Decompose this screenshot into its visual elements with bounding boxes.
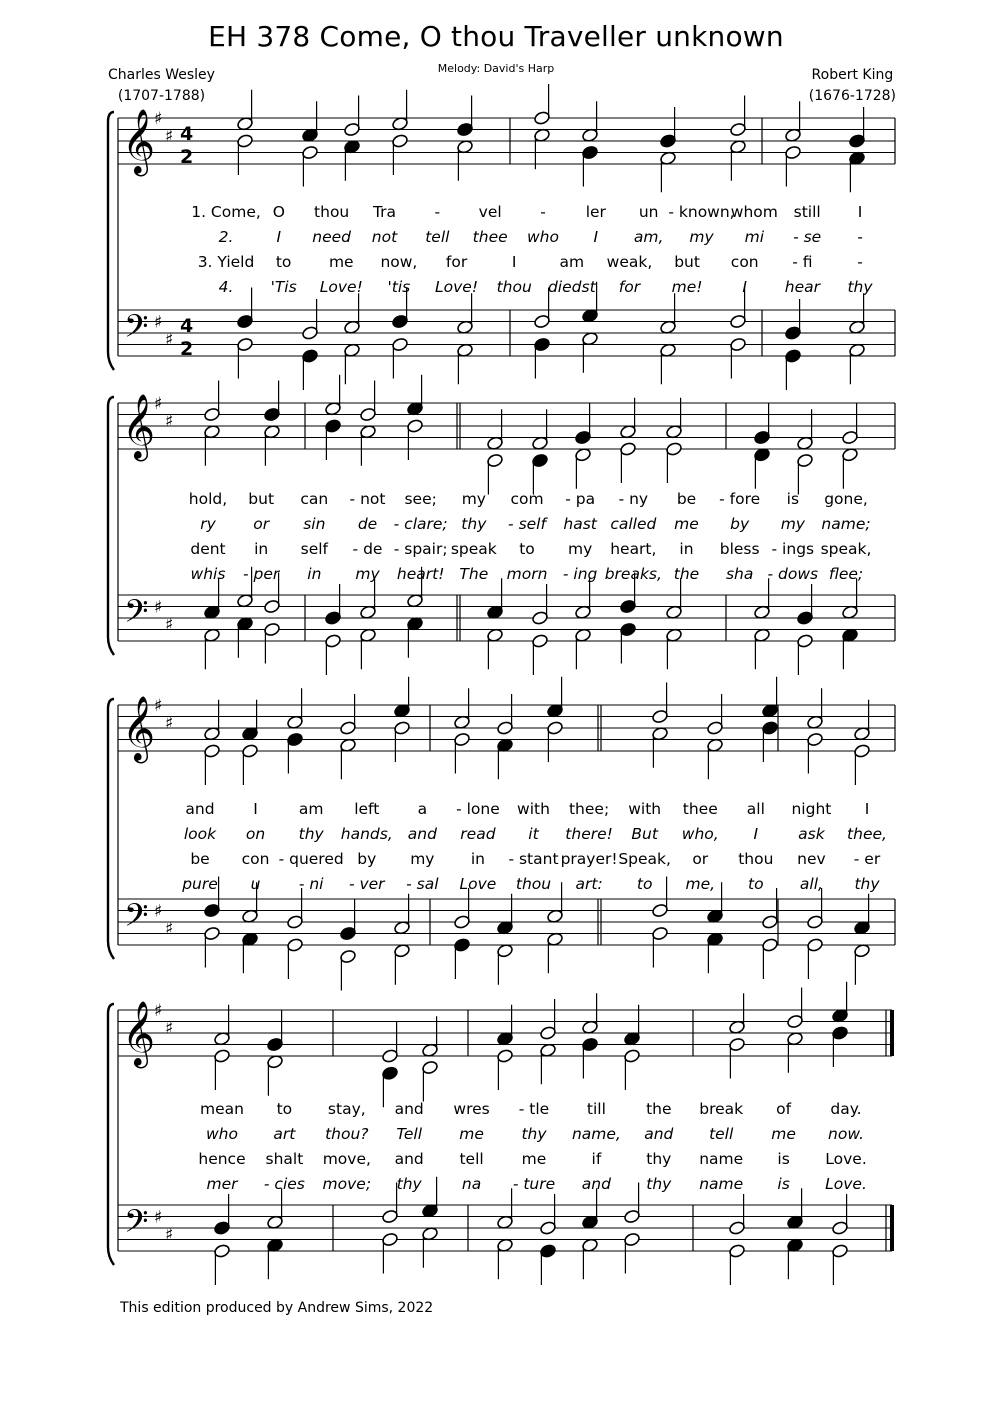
lyric-syllable: it xyxy=(528,825,539,843)
system-1-verse-2 xyxy=(0,228,992,248)
lyric-syllable: O xyxy=(272,203,285,221)
lyric-syllable: thou xyxy=(496,278,532,296)
lyric-syllable: stay, xyxy=(327,1100,366,1118)
lyric-syllable: na xyxy=(461,1175,482,1193)
system-4-bass-sharp-icon: ♯ xyxy=(165,1224,174,1245)
lyric-syllable: and xyxy=(581,1175,611,1193)
lyric-syllable: still xyxy=(793,203,821,221)
system-3-bass-clef-icon: 𝄢 xyxy=(124,897,149,941)
lyric-syllable: tell xyxy=(459,1150,484,1168)
lyric-syllable: - not xyxy=(349,490,386,508)
lyric-syllable: mean xyxy=(200,1100,244,1118)
lyric-syllable: called xyxy=(610,515,657,533)
lyric-syllable: dent xyxy=(190,540,226,558)
lyric-syllable: but xyxy=(248,490,275,508)
composer-name: Robert King xyxy=(811,67,894,83)
lyric-syllable: - sal xyxy=(406,875,439,893)
lyric-syllable: Love. xyxy=(825,1175,867,1193)
lyric-syllable: - cies xyxy=(263,1175,305,1193)
lyric-syllable: u xyxy=(250,875,261,893)
lyric-syllable: - fi xyxy=(792,253,813,271)
lyric-syllable: thee; xyxy=(568,800,610,818)
lyric-syllable: can xyxy=(300,490,329,508)
lyric-syllable: mer xyxy=(206,1175,238,1193)
lyric-syllable: - ing xyxy=(562,565,598,583)
lyric-syllable: com xyxy=(510,490,544,508)
lyric-syllable: I xyxy=(276,228,282,246)
lyric-syllable: - ny xyxy=(618,490,649,508)
lyric-syllable: my xyxy=(461,490,486,508)
lyric-syllable: thy xyxy=(396,1175,422,1193)
lyric-syllable: see; xyxy=(404,490,437,508)
lyric-syllable: or xyxy=(253,515,270,533)
lyric-syllable: Love! xyxy=(435,278,479,296)
lyric-syllable: ler xyxy=(585,203,606,221)
system-1-verse-1 xyxy=(0,203,992,223)
lyric-syllable: me xyxy=(328,253,354,271)
lyric-syllable: name xyxy=(699,1175,744,1193)
lyric-syllable: but xyxy=(674,253,700,271)
lyric-syllable: a xyxy=(417,800,428,818)
lyric-syllable: un xyxy=(638,203,659,221)
lyric-syllable: there! xyxy=(565,825,613,843)
system-2-treble-sharp-icon: ♯ xyxy=(165,411,174,432)
lyric-syllable: to xyxy=(275,253,292,271)
system-3-verse-2 xyxy=(0,825,992,845)
melody-name: Melody: David's Harp xyxy=(437,62,555,75)
lyric-syllable: Love xyxy=(459,875,497,893)
system-4-verse-3 xyxy=(0,1150,992,1170)
lyric-syllable: name; xyxy=(821,515,871,533)
author-name: Charles Wesley xyxy=(108,67,215,83)
lyric-syllable: heart, xyxy=(610,540,657,558)
lyric-syllable: art: xyxy=(575,875,603,893)
lyric-syllable: till xyxy=(586,1100,606,1118)
system-3-treble-sharp-icon: ♯ xyxy=(165,713,174,734)
system-2-treble-clef-icon: 𝄞 xyxy=(122,394,156,459)
system-1-bass-clef-icon: 𝄢 xyxy=(124,308,149,352)
lyric-syllable: by xyxy=(730,515,750,533)
system-2-verse-2 xyxy=(0,515,992,535)
lyric-syllable: 'tis xyxy=(387,278,411,296)
lyric-syllable: read xyxy=(460,825,496,843)
lyric-syllable: sin xyxy=(303,515,326,533)
lyric-syllable: prayer! xyxy=(560,850,618,868)
lyric-syllable: - tle xyxy=(518,1100,550,1118)
lyric-syllable: thou xyxy=(738,850,774,868)
lyric-syllable: heart! xyxy=(396,565,445,583)
system-1-treble-clef-icon: 𝄞 xyxy=(122,109,156,174)
lyric-syllable: or xyxy=(692,850,709,868)
treble-time-signature-top: 4 xyxy=(180,123,194,145)
lyric-syllable: name, xyxy=(571,1125,621,1143)
lyric-syllable: hear xyxy=(784,278,820,296)
lyric-syllable: now, xyxy=(380,253,418,271)
lyric-syllable: look xyxy=(183,825,217,843)
lyric-syllable: - stant xyxy=(508,850,559,868)
lyric-syllable: hands, xyxy=(340,825,393,843)
lyric-syllable: - ni xyxy=(298,875,324,893)
lyric-syllable: all xyxy=(746,800,765,818)
lyric-syllable: with xyxy=(628,800,662,818)
system-1-verse-4 xyxy=(0,278,992,298)
lyric-syllable: and xyxy=(394,1150,424,1168)
system-1-treble-sharp-icon: ♯ xyxy=(165,126,174,147)
lyric-syllable: night xyxy=(791,800,832,818)
lyric-syllable: ask xyxy=(798,825,825,843)
lyric-syllable: thou? xyxy=(325,1125,369,1143)
lyric-syllable: am, xyxy=(633,228,664,246)
lyric-syllable: 1. Come, xyxy=(191,203,261,221)
lyric-syllable: thee, xyxy=(847,825,887,843)
lyric-syllable: The xyxy=(459,565,489,583)
lyric-syllable: who, xyxy=(681,825,719,843)
lyric-syllable: 3. Yield xyxy=(197,253,255,271)
lyric-syllable: breaks, xyxy=(604,565,662,583)
lyric-syllable: thy xyxy=(847,278,873,296)
lyric-syllable: - dows xyxy=(767,565,819,583)
lyric-syllable: vel xyxy=(478,203,502,221)
lyric-syllable: move; xyxy=(322,1175,372,1193)
lyric-syllable: But xyxy=(631,825,658,843)
lyric-syllable: whis xyxy=(190,565,226,583)
lyric-syllable: Love. xyxy=(825,1150,867,1168)
lyric-syllable: hence xyxy=(198,1150,246,1168)
lyric-syllable: thy xyxy=(646,1175,672,1193)
system-3-bass-sharp-icon: ♯ xyxy=(165,918,174,939)
lyric-syllable: I xyxy=(753,825,759,843)
lyric-syllable: name xyxy=(699,1150,744,1168)
lyric-syllable: - ings xyxy=(771,540,815,558)
lyric-syllable: - pa xyxy=(565,490,596,508)
bass-time-signature-bottom: 2 xyxy=(180,338,194,360)
composer-dates: (1676-1728) xyxy=(808,88,896,104)
lyric-syllable: 2. xyxy=(218,228,234,246)
lyric-syllable: - spair; xyxy=(393,540,448,558)
lyric-syllable: thy xyxy=(298,825,324,843)
lyric-syllable: who xyxy=(206,1125,238,1143)
author-dates: (1707-1788) xyxy=(117,88,206,104)
lyric-syllable: - xyxy=(540,203,546,221)
lyric-syllable: bless xyxy=(719,540,760,558)
lyric-syllable: me xyxy=(521,1150,547,1168)
lyric-syllable: diedst xyxy=(547,278,596,296)
lyric-syllable: on xyxy=(245,825,266,843)
system-4-verse-2 xyxy=(0,1125,992,1145)
lyric-syllable: - fore xyxy=(719,490,761,508)
lyric-syllable: thou xyxy=(515,875,552,893)
lyric-syllable: flee; xyxy=(828,565,864,583)
lyric-syllable: is xyxy=(777,1175,790,1193)
lyric-syllable: to xyxy=(276,1100,293,1118)
lyric-syllable: morn xyxy=(506,565,548,583)
lyric-syllable: Speak, xyxy=(618,850,671,868)
system-2-verse-4 xyxy=(0,565,992,585)
lyric-syllable: - de xyxy=(352,540,383,558)
lyric-syllable: I xyxy=(253,800,258,818)
lyric-syllable: and xyxy=(185,800,215,818)
lyric-syllable: break xyxy=(699,1100,744,1118)
system-1-treble-sharp-icon: ♯ xyxy=(154,109,163,129)
edition-credit: This edition produced by Andrew Sims, 2022 xyxy=(120,1300,434,1316)
lyric-syllable: speak, xyxy=(820,540,872,558)
lyric-syllable: and xyxy=(644,1125,674,1143)
lyric-syllable: me! xyxy=(671,278,703,296)
lyric-syllable: I xyxy=(864,800,870,818)
lyric-syllable: shalt xyxy=(265,1150,304,1168)
lyric-syllable: I xyxy=(593,228,599,246)
lyric-syllable: in xyxy=(470,850,485,868)
lyric-syllable: thy xyxy=(461,515,487,533)
treble-time-signature-bottom: 2 xyxy=(180,146,194,168)
system-4-bass-sharp-icon: ♯ xyxy=(154,1207,163,1228)
lyric-syllable: am xyxy=(559,253,585,271)
lyric-syllable: need xyxy=(312,228,352,246)
lyric-syllable: day. xyxy=(830,1100,862,1118)
lyric-syllable: hold, xyxy=(188,490,228,508)
lyric-syllable: self xyxy=(300,540,329,558)
lyric-syllable: to xyxy=(748,875,764,893)
system-4-treble-sharp-icon: ♯ xyxy=(154,1001,163,1021)
lyric-syllable: I xyxy=(511,253,517,271)
lyric-syllable: by xyxy=(357,850,377,868)
lyric-syllable: thou xyxy=(314,203,350,221)
system-3-verse-1 xyxy=(0,800,992,820)
bass-time-signature-top: 4 xyxy=(180,315,194,337)
lyric-syllable: with xyxy=(517,800,550,818)
system-3-treble-sharp-icon: ♯ xyxy=(154,696,163,716)
lyric-syllable: wres xyxy=(453,1100,490,1118)
system-1-bass-sharp-icon: ♯ xyxy=(154,312,163,333)
lyric-syllable: my xyxy=(568,540,593,558)
lyric-syllable: - se xyxy=(793,228,822,246)
system-4-treble-sharp-icon: ♯ xyxy=(165,1018,174,1039)
system-4-verse-1 xyxy=(0,1100,992,1120)
lyric-syllable: - ture xyxy=(512,1175,556,1193)
lyric-syllable: - xyxy=(857,228,863,246)
system-3-verse-4 xyxy=(0,875,992,895)
lyric-syllable: tell xyxy=(425,228,450,246)
lyric-syllable: Tell xyxy=(396,1125,423,1143)
lyric-syllable: and xyxy=(394,1100,424,1118)
lyric-syllable: Tra xyxy=(372,203,397,221)
lyric-syllable: thy xyxy=(854,875,880,893)
lyric-syllable: tell xyxy=(709,1125,734,1143)
system-3-bass-sharp-icon: ♯ xyxy=(154,901,163,922)
lyric-syllable: - known, xyxy=(668,203,735,221)
system-1-bass-sharp-icon: ♯ xyxy=(165,329,174,350)
lyric-syllable: Love! xyxy=(319,278,363,296)
system-4-verse-4 xyxy=(0,1175,992,1195)
lyric-syllable: whom xyxy=(730,203,778,221)
lyric-syllable: me xyxy=(459,1125,484,1143)
lyric-syllable: move, xyxy=(322,1150,371,1168)
lyric-syllable: me xyxy=(771,1125,796,1143)
lyric-syllable: the xyxy=(673,565,700,583)
lyric-syllable: - per xyxy=(243,565,280,583)
lyric-syllable: the xyxy=(646,1100,672,1118)
lyric-syllable: not xyxy=(371,228,398,246)
lyric-syllable: art xyxy=(273,1125,296,1143)
lyric-syllable: - xyxy=(857,253,863,271)
system-2-verse-1 xyxy=(0,490,992,510)
system-4-bass-clef-icon: 𝄢 xyxy=(124,1203,149,1247)
lyric-syllable: thy xyxy=(521,1125,547,1143)
lyric-syllable: for xyxy=(445,253,468,271)
lyric-syllable: me xyxy=(674,515,699,533)
lyric-syllable: my xyxy=(780,515,805,533)
system-2-bass-sharp-icon: ♯ xyxy=(165,614,174,635)
system-2-bass-sharp-icon: ♯ xyxy=(154,597,163,618)
system-3-treble-clef-icon: 𝄞 xyxy=(122,696,156,761)
lyric-syllable: who xyxy=(527,228,559,246)
lyric-syllable: gone, xyxy=(824,490,868,508)
lyric-syllable: hast xyxy=(563,515,597,533)
lyric-syllable: now. xyxy=(828,1125,864,1143)
lyric-syllable: 4. xyxy=(218,278,234,296)
lyric-syllable: ry xyxy=(200,515,216,533)
lyric-syllable: nev xyxy=(797,850,826,868)
lyric-syllable: in xyxy=(307,565,322,583)
lyric-syllable: thee xyxy=(682,800,718,818)
lyric-syllable: my xyxy=(355,565,380,583)
lyric-syllable: my xyxy=(410,850,435,868)
system-2-bass-clef-icon: 𝄢 xyxy=(124,593,149,637)
lyric-syllable: if xyxy=(591,1150,602,1168)
lyric-syllable: thee xyxy=(472,228,508,246)
lyric-syllable: for xyxy=(618,278,641,296)
lyric-syllable: am xyxy=(298,800,324,818)
lyric-syllable: left xyxy=(354,800,380,818)
hymn-title: EH 378 Come, O thou Traveller unknown xyxy=(208,20,784,53)
lyric-syllable: in xyxy=(679,540,694,558)
lyric-syllable: is xyxy=(786,490,800,508)
lyric-syllable: de xyxy=(357,515,378,533)
lyric-syllable: - ver xyxy=(348,875,385,893)
lyric-syllable: - lone xyxy=(456,800,500,818)
lyric-syllable: con xyxy=(241,850,270,868)
system-4-treble-clef-icon: 𝄞 xyxy=(122,1001,156,1066)
lyric-syllable: - xyxy=(434,203,441,221)
lyric-syllable: 'Tis xyxy=(270,278,297,296)
lyric-syllable: is xyxy=(777,1150,790,1168)
lyric-syllable: - er xyxy=(853,850,881,868)
lyric-syllable: I xyxy=(857,203,863,221)
lyric-syllable: to xyxy=(519,540,535,558)
lyric-syllable: - clare; xyxy=(393,515,448,533)
system-1-verse-3 xyxy=(0,253,992,273)
lyric-syllable: and xyxy=(407,825,437,843)
lyric-syllable: sha xyxy=(725,565,754,583)
lyric-syllable: - self xyxy=(508,515,546,533)
lyric-syllable: speak xyxy=(450,540,497,558)
lyric-syllable: mi xyxy=(744,228,765,246)
lyric-syllable: be xyxy=(676,490,697,508)
lyric-syllable: to xyxy=(636,875,653,893)
lyric-syllable: thy xyxy=(646,1150,672,1168)
lyric-syllable: con xyxy=(730,253,759,271)
lyric-syllable: of xyxy=(776,1100,792,1118)
lyric-syllable: - quered xyxy=(278,850,344,868)
lyric-syllable: be xyxy=(190,850,210,868)
lyric-syllable: me, xyxy=(685,875,716,893)
lyric-syllable: I xyxy=(742,278,748,296)
lyric-syllable: weak, xyxy=(606,253,653,271)
system-2-treble-sharp-icon: ♯ xyxy=(154,394,163,414)
lyric-syllable: my xyxy=(689,228,714,246)
lyric-syllable: all, xyxy=(799,875,823,893)
lyric-syllable: pure xyxy=(182,875,218,893)
system-3-verse-3 xyxy=(0,850,992,870)
system-2-verse-3 xyxy=(0,540,992,560)
lyric-syllable: in xyxy=(254,540,269,558)
